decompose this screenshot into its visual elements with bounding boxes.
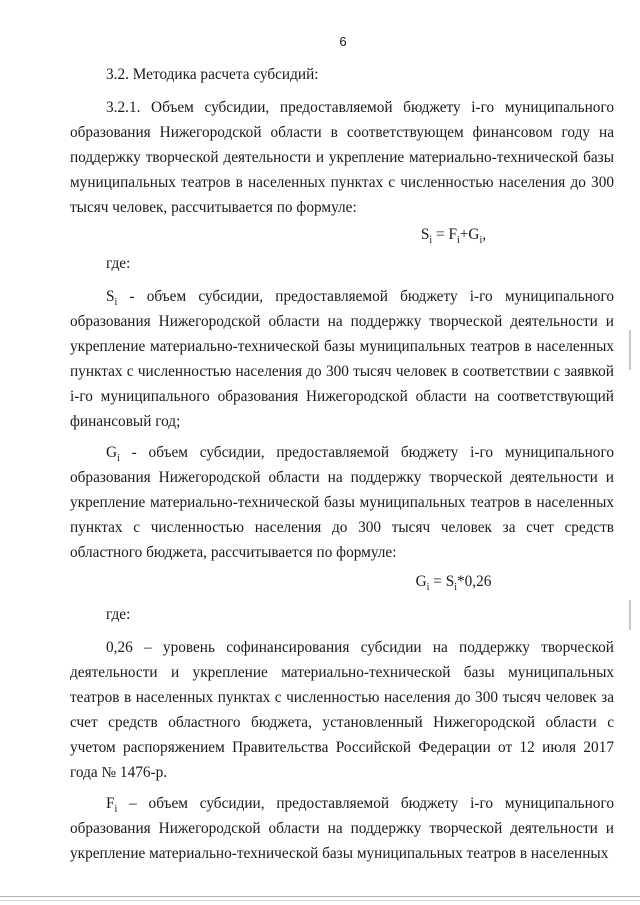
formula-gi-eq: = S	[429, 573, 455, 590]
formula-gi	[70, 569, 614, 594]
scan-bottom-edge	[0, 896, 640, 897]
formula-si-lhs-sub: i	[429, 235, 433, 247]
formula-si-eq: = F	[432, 226, 457, 243]
definition-gi	[70, 440, 614, 565]
definition-fi-symbol: F	[106, 795, 115, 812]
section-heading: 3.2. Методика расчета субсидий:	[106, 66, 319, 83]
paragraph-3-2-1: 3.2.1. Объем субсидии, предоставляемой бюджету i-го муниципального образования Нижегородской области в соответствующем финансовом году на поддержку творческой деятельности и укрепление материально-технической базы муниципальных театров в населенных пунктах с численностью населения до 300 тысяч человек, рассчитывается по формуле:	[70, 99, 614, 216]
formula-gi-rest: *0,26	[457, 573, 492, 590]
definition-si-sub: i	[114, 297, 118, 309]
formula-si-g-sub: i	[479, 235, 483, 247]
formula-si-end: ,	[482, 226, 487, 243]
formula-gi-lhs: G	[415, 573, 427, 590]
definition-si-text: - объем субсидии, предоставляемой бюджету i-го муниципального образования Нижегородской области на поддержку творческой деятельности и укрепление материально-технической базы муниципальных театров в населенных пунктах с численностью населения до 300 тысяч человек в соответствии с заявкой i-го муниципального образования Нижегородской области на соответствующий финансовый год;	[70, 288, 614, 430]
definition-gi-sub: i	[117, 453, 120, 465]
formula-si	[70, 222, 614, 247]
scan-edge-mark	[629, 330, 631, 370]
definition-fi-text: – объем субсидии, предоставляемой бюджету i-го муниципального образования Нижегородской области на поддержку творческой деятельности и укрепление материально-технической базы муниципальных театров в населенных	[70, 795, 614, 862]
definition-gi-text: - объем субсидии, предоставляемой бюджету i-го муниципального образования Нижегородской области на поддержку творческой деятельности и укрепление материально-технической базы муниципальных театров в населенных пунктах с численностью населения до 300 тысяч человек за счет средств областного бюджета, рассчитывается по формуле:	[70, 444, 614, 561]
formula-si-f-sub: i	[457, 235, 460, 247]
where-label: где:	[106, 255, 131, 272]
document-body	[70, 62, 614, 866]
definition-fi	[70, 791, 614, 866]
formula-gi-s-sub: i	[454, 582, 457, 594]
scan-bottom-edge	[0, 900, 640, 901]
where-label-2: где:	[106, 606, 131, 623]
definition-coefficient: 0,26 – уровень софинансирования субсидии на поддержку творческой деятельности и укрепление материально-технической базы муниципальных театров в населенных пунктах с численностью населения до 300 тысяч человек за счет средств областного бюджета, установленный Нижегородской области с учетом распоряжением Правительства Российской Федерации от 12 июля 2017 года № 1476-р.	[70, 639, 614, 781]
scan-edge-mark	[629, 600, 631, 630]
definition-gi-symbol: G	[106, 444, 118, 461]
definition-si	[70, 284, 614, 434]
formula-si-lhs: S	[420, 226, 430, 243]
page-number: 6	[339, 34, 347, 49]
formula-gi-lhs-sub: i	[426, 582, 430, 594]
definition-fi-sub: i	[114, 804, 118, 816]
definition-si-symbol: S	[106, 288, 115, 305]
formula-si-plus: +G	[459, 226, 480, 243]
